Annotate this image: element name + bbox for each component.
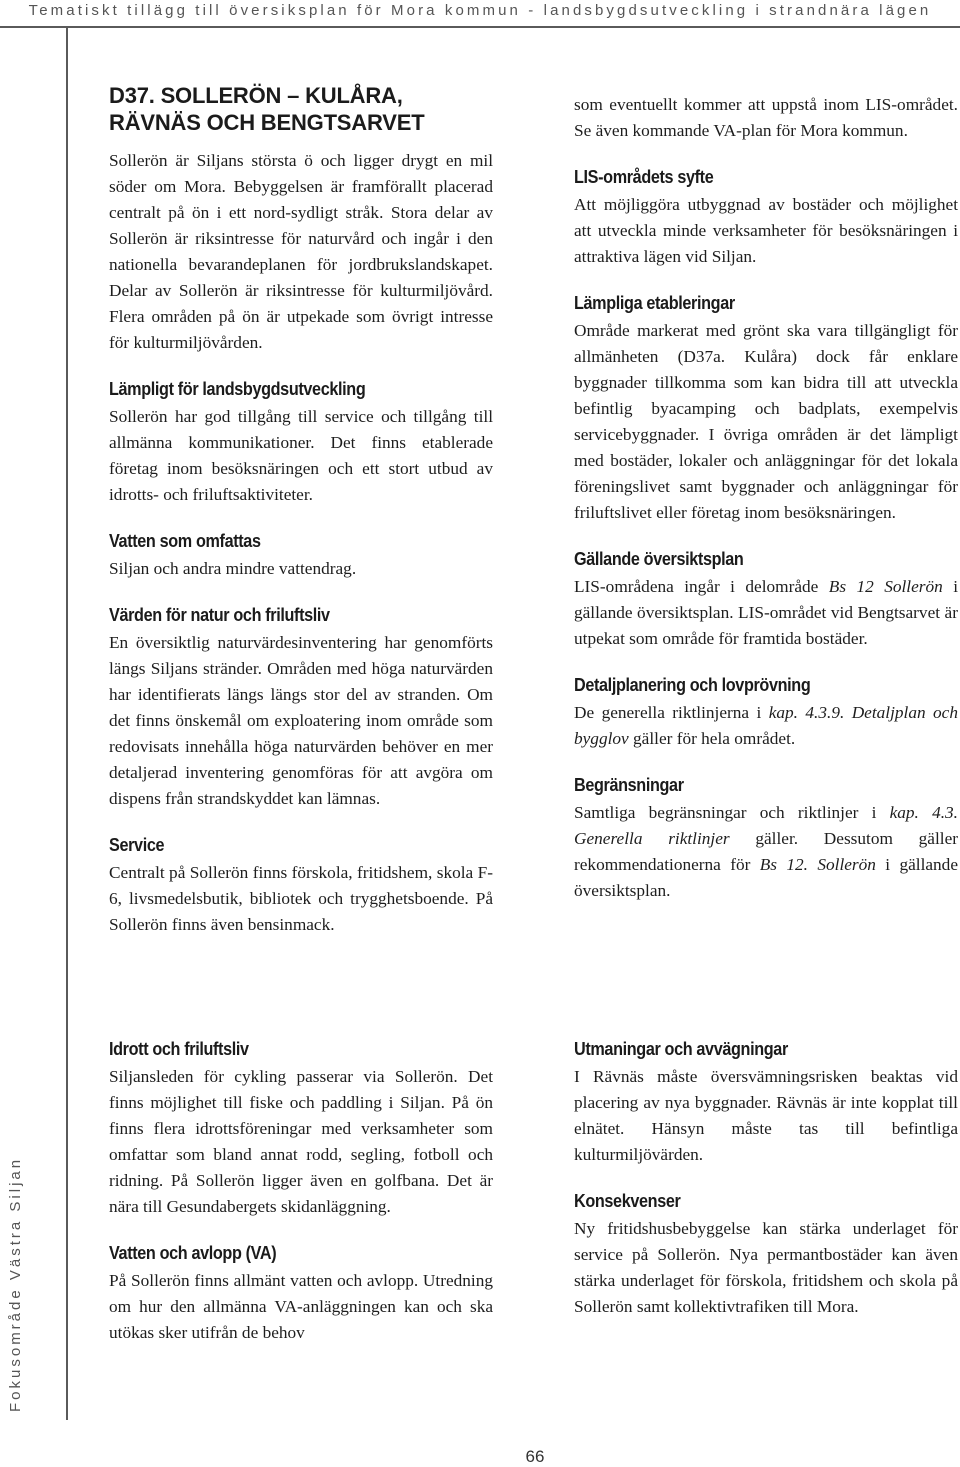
paragraph-idrott: Siljansleden för cykling passerar via Sollerön. Det finns möjlighet till fiske och paddling i Siljan. På ön finns flera idrottsföreningar med verksamheter som omfattar som bland annat rodd, segling, fotboll och ridning. På Sollerön ligger även en golfbana. Det är nära till Gesundabergets skidanläggning. xyxy=(109,1067,493,1216)
right-column-lower xyxy=(574,1036,958,1340)
left-column-upper xyxy=(109,82,493,958)
paragraph-landsbygd: Sollerön har god tillgång till service och tillgång till allmänna kommunikationer. Det finns etablerade företag inom besöksnäringen och ett stort utbud av idrotts- och friluftsaktiviteter. xyxy=(109,407,493,504)
heading-detaljplan: Detaljplanering och lovprövning xyxy=(574,675,811,695)
text-fragment: gäller. Dessutom gäller rekommendationerna för xyxy=(574,829,959,874)
heading-utmaningar: Utmaningar och avvägningar xyxy=(574,1039,788,1059)
italic-reference: kap. 4.3.9. Detaljplan och bygglov xyxy=(574,703,958,748)
text-fragment: i gällande översiktsplan. LIS-området vid Bengtsarvet är utpekat som område för framtida bostäder. xyxy=(574,577,959,648)
section-title: D37. SOLLERÖN – KULÅRA, RÄVNÄS OCH BENGTSARVET xyxy=(109,83,425,135)
italic-reference: kap. 4.3. Generella riktlinjer xyxy=(574,803,958,848)
text-fragment: De generella riktlinjerna i xyxy=(574,703,769,722)
paragraph-oversiktsplan xyxy=(574,574,958,652)
heading-begransningar: Begränsningar xyxy=(574,775,684,795)
paragraph-begransningar xyxy=(574,800,958,904)
heading-konsekvenser: Konsekvenser xyxy=(574,1191,681,1211)
text-fragment: gäller för hela området. xyxy=(628,729,796,748)
paragraph-konsekvenser: Ny fritidshusbebyggelse kan stärka underlaget för service på Sollerön. Nya permantbostäder kan även stärka underlaget för förskola, fritidshem och skola på Sollerön samt kollektivtrafiken till Mora. xyxy=(574,1219,958,1316)
paragraph-syfte: Att möjliggöra utbyggnad av bostäder och möjlighet att utveckla minde verksamheter för besöksnäringen i attraktiva lägen vid Siljan. xyxy=(574,195,958,266)
italic-reference: Bs 12. Sollerön xyxy=(759,855,876,874)
left-column-lower xyxy=(109,1036,493,1366)
heading-va: Vatten och avlopp (VA) xyxy=(109,1243,277,1263)
paragraph-detaljplan xyxy=(574,700,958,752)
paragraph-etableringar: Område markerat med grönt ska vara tillgängligt för allmänheten (D37a. Kulåra) dock får enklare byggnader tillkomma som kan bidra till att utveckla befintlig byacamping och badplats, exempelvis servicebyggnader. I övriga områden är det lämpligt med bostäder, lokaler och anläggningar för det lokala föreningslivet samt byggnader och anläggningar för friluftslivet eller företag inom besöksnäringen. xyxy=(574,321,958,522)
paragraph-vatten: Siljan och andra mindre vattendrag. xyxy=(109,559,357,578)
right-column-upper xyxy=(574,92,958,924)
intro-paragraph: Sollerön är Siljans största ö och ligger drygt en mil söder om Mora. Bebyggelsen är framförallt placerad centralt på ön i ett nord-sydligt stråk. Stora delar av Sollerön är riksintresse för naturvård och ingår i den nationella bevarandeplanen för jordbrukslandskapet. Delar av Sollerön är riksintresse för kulturmiljövård. Flera områden på ön är utpekade som övrigt intresse för kulturmiljövården. xyxy=(109,151,493,352)
header-rule xyxy=(0,26,960,28)
heading-oversiktsplan: Gällande översiktsplan xyxy=(574,549,744,569)
page-number: 66 xyxy=(525,1447,545,1466)
heading-etableringar: Lämpliga etableringar xyxy=(574,293,735,313)
italic-reference: Bs 12 Sollerön xyxy=(828,577,943,596)
running-header: Tematiskt tillägg till översiksplan för Mora kommun - landsbygdsutveckling i strandnära lägen xyxy=(28,2,932,19)
text-fragment: Samtliga begränsningar och riktlinjer i xyxy=(574,803,890,822)
margin-rule xyxy=(66,26,68,1420)
paragraph-utmaningar: I Rävnäs måste översvämningsrisken beaktas vid placering av nya byggnader. Rävnäs är inte kopplat till elnätet. Hänsyn måste tas till befintliga kulturmiljövärden. xyxy=(574,1067,958,1164)
side-label: Fokusområde Västra Siljan xyxy=(7,1156,24,1412)
heading-landsbygd: Lämpligt för landsbygdsutveckling xyxy=(109,379,366,399)
heading-service: Service xyxy=(109,835,165,855)
heading-vatten: Vatten som omfattas xyxy=(109,531,261,551)
paragraph-varden: En översiktlig naturvärdesinventering har genomförts längs Siljans stränder. Områden med höga naturvärden har identifierats längs längs stor del av stranden. Om det finns önskemål om exploatering inom område som redovisats innehålla höga naturvärden behöver en mer detaljerad inventering genomföras för att avgöra om dispens från strandskyddet kan lämnas. xyxy=(109,633,493,808)
heading-varden: Värden för natur och friluftsliv xyxy=(109,605,330,625)
text-fragment: LIS-områdena ingår i delområde xyxy=(574,577,829,596)
heading-idrott: Idrott och friluftsliv xyxy=(109,1039,249,1059)
paragraph-service: Centralt på Sollerön finns förskola, fritidshem, skola F-6, livsmedelsbutik, bibliotek och trygghetsboende. På Sollerön finns även bensinmack. xyxy=(109,863,493,934)
paragraph-va-continued: som eventuellt kommer att uppstå inom LIS-området. Se även kommande VA-plan för Mora kommun. xyxy=(574,95,958,140)
heading-syfte: LIS-områdets syfte xyxy=(574,167,714,187)
text-fragment: i gällande översiktsplan. xyxy=(574,855,958,900)
paragraph-va: På Sollerön finns allmänt vatten och avlopp. Utredning om hur den allmänna VA-anläggningen kan och ska utökas sker utifrån de behov xyxy=(109,1271,493,1342)
